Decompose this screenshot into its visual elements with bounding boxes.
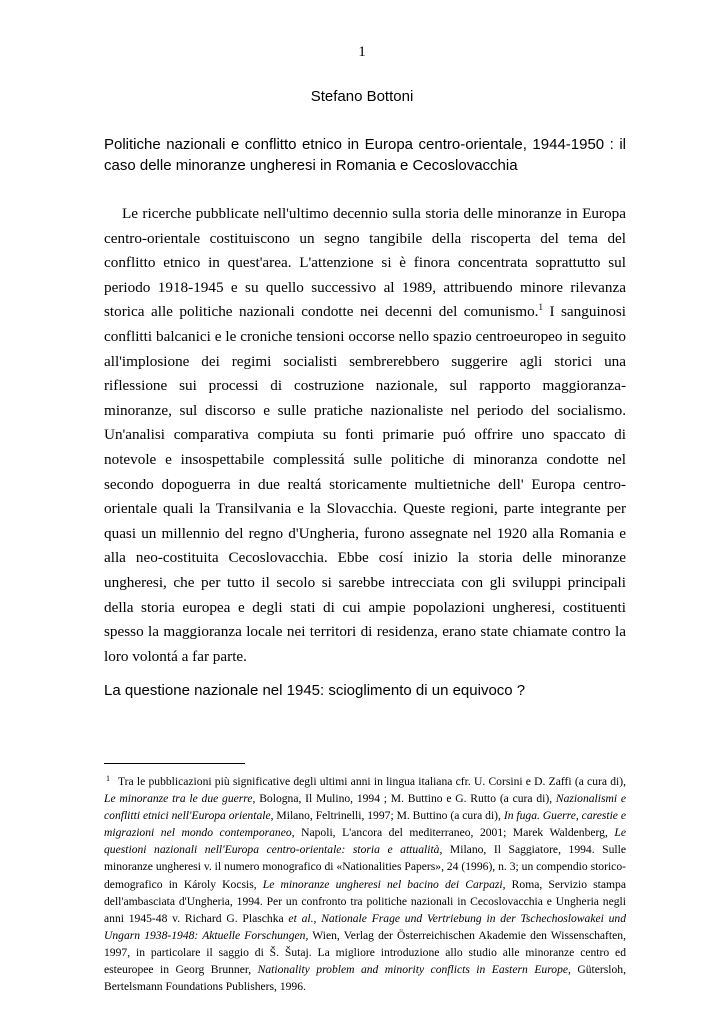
page-number: 1 <box>358 44 366 60</box>
footnote-cited-title: Le minoranze tra le due guerre <box>104 792 253 806</box>
footnote-mark: 1 <box>106 774 110 783</box>
footnote <box>104 770 626 995</box>
body-paragraph <box>104 202 626 669</box>
footnote-text: , Bologna, Il Mulino, 1994 ; M. Buttino e G. Rutto (a cura di), <box>252 792 556 806</box>
footnote-text: , Milano, Feltrinelli, 1997; M. Buttino (a cura di), <box>270 809 504 823</box>
footnote-text: , Napoli, L'ancora del mediterraneo, 2001; Marek Waldenberg, <box>291 826 615 840</box>
footnote-cited-title: In fuga. Guerre, carestie e migrazioni nel mondo contemporaneo <box>104 809 626 840</box>
footnote-cited-title: Nationale Frage und Vertriebung in der Tschechoslowakei und Ungarn 1938-1948: Aktuelle Forschungen <box>104 911 627 942</box>
footnote-reference[interactable]: 1 <box>538 302 543 313</box>
body-text-part1: Le ricerche pubblicate nell'ultimo decennio sulla storia delle minoranze in Europa centro-orientale costituiscono un segno tangibile della riscoperta del tema del conflitto etnico in quest'area. L'attenzione si è finora concentrata soprattutto sul periodo 1918-1945 e su quello successivo al 1989, attribuendo minore rilevanza storica alle politiche nazionali condotte nei decenni del comunismo. <box>104 205 626 321</box>
footnote-separator <box>104 763 245 764</box>
footnote-text: , Roma, Servizio stampa dell'ambasciata d'Ungheria, 1994. Per un confronto tra politiche nazionali in Cecoslovacchia e Ungheria negli anni 1945-48 v. Richard G. Plaschka <box>104 877 626 925</box>
paper-title: Politiche nazionali e conflitto etnico in Europa centro-orientale, 1944-1950 : il caso delle minoranze ungheresi in Romania e Cecoslovacchia <box>104 136 626 174</box>
footnote-text: Tra le pubblicazioni più significative degli ultimi anni in lingua italiana cfr. U. Corsini e D. Zaffi (a cura di), <box>118 775 626 788</box>
footnote-cited-title: Nationality problem and minority conflicts in Eastern Europe <box>257 963 569 977</box>
body-text-part2: I sanguinosi conflitti balcanici e le croniche tensioni occorse nello spazio centroeuropeo in seguito all'implosione dei regimi socialisti sembrerebbero suggerire agli storici una riflessione sui processi di costruzione nazionale, sul rapporto maggioranza-minoranze, sul discorso e sulle pratiche nazionaliste nel periodo del socialismo. Un'analisi comparativa compiuta su fonti primarie puó offrire uno spaccato di notevole e insospettabile complessitá sulle politiche di minoranza condotte nel secondo dopoguerra in due realtá storicamente multietniche dell' Europa centro-orientale quali la Transilvania e la Slovacchia. Queste regioni, parte integrante per quasi un millennio del regno d'Ungheria, furono assegnate nel 1920 alla Romania e alla neo-costituita Cecoslovacchia. Ebbe cosí inizio la storia delle minoranze ungheresi, che per tutto il secolo si sarebbe intrecciata con gli sviluppi principali della storia europea e degli stati di cui ampie popolazioni ungheresi, costituenti spesso la maggioranza locale nei territori di residenza, erano state chiamate contro la loro volontá a far parte. <box>104 303 626 665</box>
footnote-et-al: et al. <box>288 911 314 925</box>
footnote-text: , Wien, Verlag der Österreichischen Akademie den Wissenschaften, 1997, in particolare il saggio di Š. Šutaj. La migliore introduzione allo studio alle minoranze centro ed esteuropee in Georg Brunner, <box>104 928 626 977</box>
section-heading: La questione nazionale nel 1945: scioglimento di un equivoco ? <box>104 682 526 699</box>
footnote-cited-title: Le questioni nazionali nell'Europa centro-orientale: storia e attualità <box>104 826 627 857</box>
author-name: Stefano Bottoni <box>310 88 414 105</box>
footnote-cited-title: Le minoranze ungheresi nel bacino dei Carpazi <box>262 877 503 891</box>
footnote-cited-title: Nazionalismi e conflitti etnici nell'Europa orientale <box>104 792 627 823</box>
footnote-text: , Gütersloh, Bertelsmann Foundations Publishers, 1996. <box>104 963 627 994</box>
footnote-text: , <box>313 911 322 925</box>
footnote-text: , Milano, Il Saggiatore, 1994. Sulle minoranze ungheresi v. il numero monografico di «Nationalities Papers», 24 (1996), n. 3; un compendio storico-demografico in Károly Kocsis, <box>104 843 626 891</box>
